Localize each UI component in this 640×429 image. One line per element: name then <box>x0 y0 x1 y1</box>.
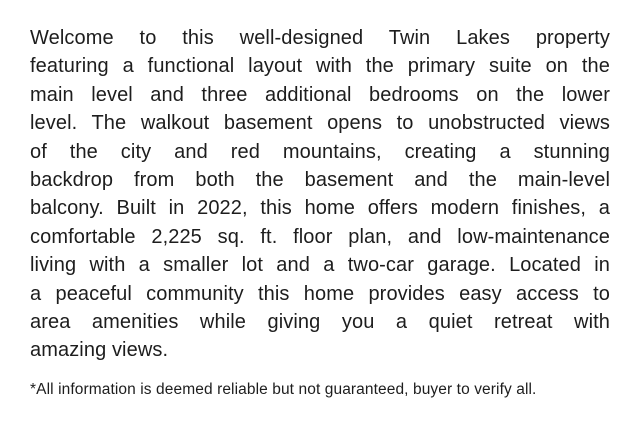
disclaimer-text: *All information is deemed reliable but not guaranteed, buyer to verify all. <box>30 380 537 398</box>
description-line: Welcome to this well-designed Twin Lakes property <box>30 27 610 49</box>
description-line: main level and three additional bedrooms on the lower <box>30 83 610 106</box>
description-line: balcony. Built in 2022, this home offers modern finishes, a <box>30 197 610 220</box>
property-description <box>30 24 610 365</box>
description-line: backdrop from both the basement and the main-level <box>30 169 610 192</box>
description-line: comfortable 2,225 sq. ft. floor plan, and low-maintenance <box>30 225 610 248</box>
description-line: of the city and red mountains, creating a stunning <box>30 140 610 163</box>
description-line: a peaceful community this home provides easy access to <box>30 282 610 305</box>
description-line: featuring a functional layout with the primary suite on the <box>30 55 610 78</box>
description-line: level. The walkout basement opens to unobstructed views <box>30 112 610 135</box>
description-line: area amenities while giving you a quiet retreat with <box>30 311 610 334</box>
description-line: amazing views. <box>30 339 169 362</box>
description-line: living with a smaller lot and a two-car garage. Located in <box>30 254 610 277</box>
